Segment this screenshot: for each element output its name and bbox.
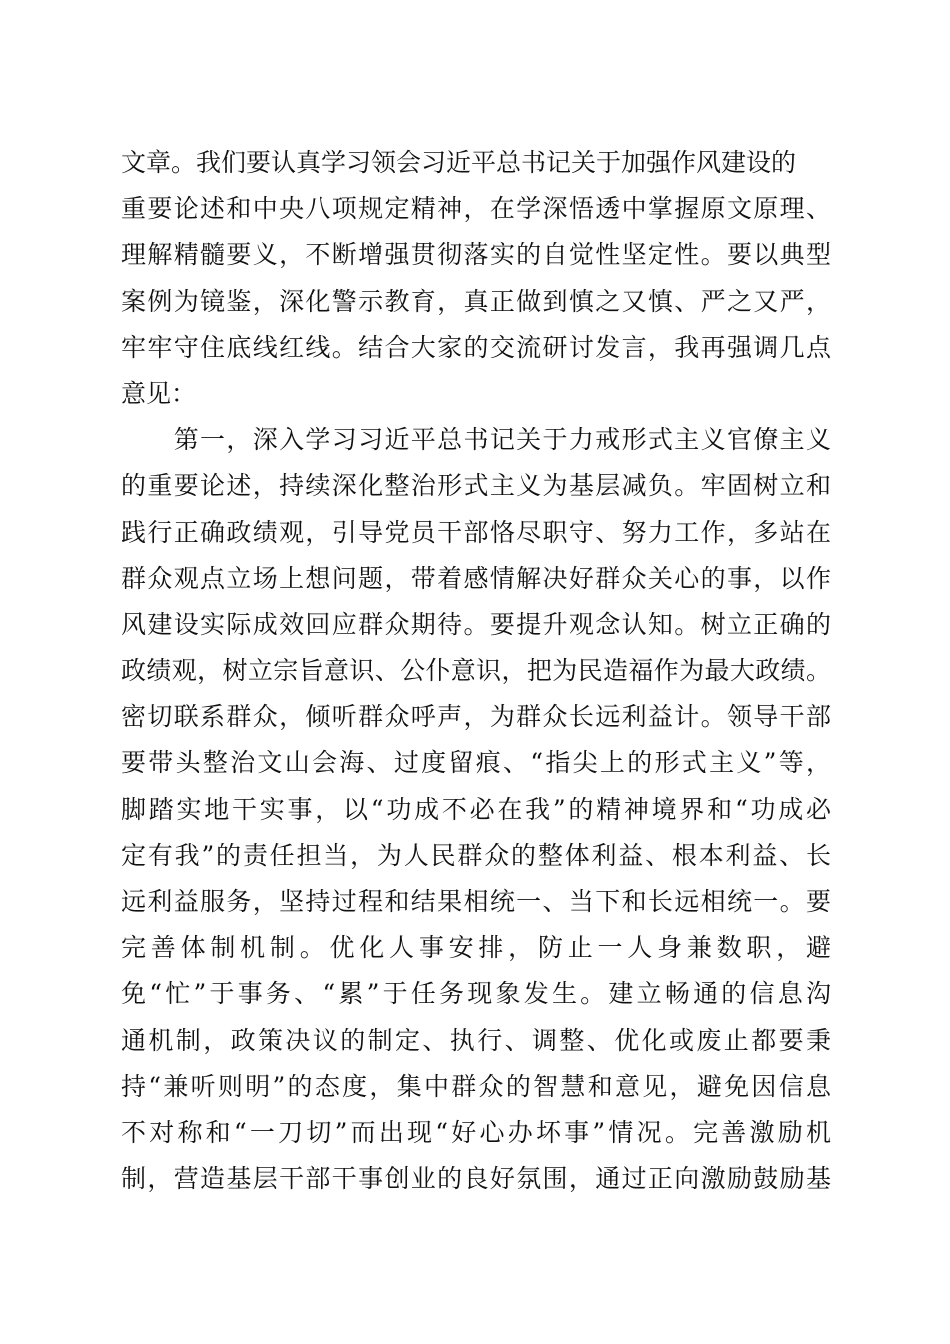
text-line: 通机制，政策决议的制定、执行、调整、优化或废止都要秉	[121, 1025, 831, 1055]
text-line: 密切联系群众，倾听群众呼声，为群众长远利益计。领导干部	[121, 702, 831, 732]
text-line: 不对称和“一刀切”而出现“好心办坏事”情况。完善激励机	[121, 1117, 831, 1147]
text-line: 定有我”的责任担当，为人民群众的整体利益、根本利益、长	[121, 840, 831, 870]
text-line: 完善体制机制。优化人事安排，防止一人身兼数职，避	[121, 933, 831, 963]
text-line: 践行正确政绩观，引导党员干部恪尽职守、努力工作，多站在	[121, 517, 831, 547]
text-line: 文章。我们要认真学习领会习近平总书记关于加强作风建设的	[121, 148, 797, 177]
text-line: 的重要论述，持续深化整治形式主义为基层减负。牢固树立和	[121, 471, 831, 501]
body-text	[121, 140, 831, 1202]
text-line: 远利益服务，坚持过程和结果相统一、当下和长远相统一。要	[121, 887, 831, 916]
text-line: 理解精髓要义，不断增强贯彻落实的自觉性坚定性。要以典型	[121, 240, 831, 270]
text-line: 政绩观，树立宗旨意识、公仆意识，把为民造福作为最大政绩。	[121, 656, 831, 686]
text-line: 群众观点立场上想问题，带着感情解决好群众关心的事，以作	[121, 563, 831, 593]
text-line: 意见：	[121, 378, 197, 408]
text-line: 重要论述和中央八项规定精神，在学深悟透中掌握原文原理、	[121, 194, 831, 224]
text-line: 脚踏实地干实事，以“功成不必在我”的精神境界和“功成必	[121, 794, 831, 824]
text-line: 第一，深入学习习近平总书记关于力戒形式主义官僚主义	[121, 425, 831, 455]
text-line: 制，营造基层干部干事创业的良好氛围，通过正向激励鼓励基	[121, 1164, 831, 1194]
text-line: 牢牢守住底线红线。结合大家的交流研讨发言，我再强调几点	[121, 332, 831, 362]
text-line: 持“兼听则明”的态度，集中群众的智慧和意见，避免因信息	[121, 1071, 831, 1101]
text-line: 免“忙”于事务、“累”于任务现象发生。建立畅通的信息沟	[121, 979, 831, 1009]
text-line: 要带头整治文山会海、过度留痕、“指尖上的形式主义”等，	[121, 748, 831, 778]
text-line: 风建设实际成效回应群众期待。要提升观念认知。树立正确的	[121, 609, 831, 639]
text-line: 案例为镜鉴，深化警示教育，真正做到慎之又慎、严之又严，	[121, 286, 831, 316]
